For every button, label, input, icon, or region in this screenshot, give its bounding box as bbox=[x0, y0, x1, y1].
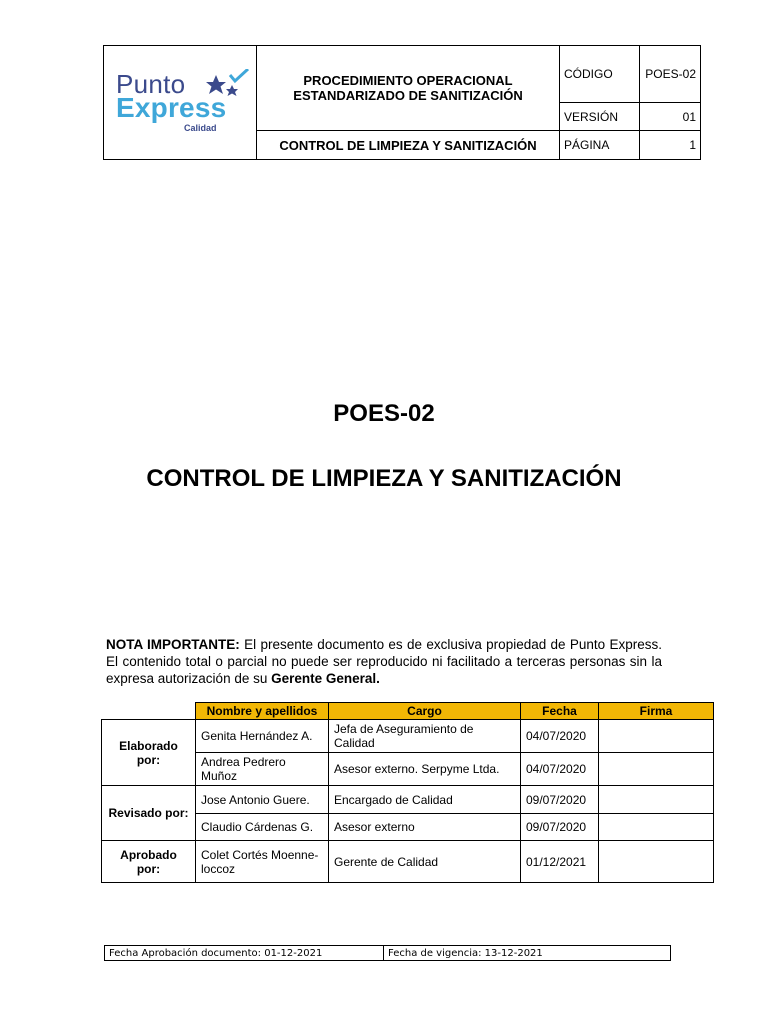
table-row bbox=[102, 720, 714, 753]
code-value: POES-02 bbox=[640, 46, 701, 103]
stars-check-icon bbox=[202, 69, 254, 107]
valid-date: Fecha de vigencia: 13-12-2021 bbox=[384, 946, 671, 961]
cell-date: 04/07/2020 bbox=[521, 753, 599, 786]
cell-position: Jefa de Aseguramiento de Calidad bbox=[329, 720, 521, 753]
cell-position: Encargado de Calidad bbox=[329, 786, 521, 814]
important-note bbox=[106, 636, 662, 687]
note-text: El presente documento es de exclusiva propiedad de Punto Express. El contenido total o parcial no puede ser reproducido ni facilitado a terceras personas sin la expresa autorización de su bbox=[106, 637, 662, 686]
document-code: POES-02 bbox=[333, 400, 435, 427]
page-label: PÁGINA bbox=[560, 131, 640, 160]
procedure-title: PROCEDIMIENTO OPERACIONAL ESTANDARIZADO DE SANITIZACIÓN bbox=[257, 46, 560, 131]
role-elaborado: Elaborado por: bbox=[102, 720, 196, 786]
logo-text-express: Express bbox=[116, 91, 227, 123]
cell-date: 09/07/2020 bbox=[521, 786, 599, 814]
cell-signature bbox=[599, 753, 714, 786]
procedure-subtitle: CONTROL DE LIMPIEZA Y SANITIZACIÓN bbox=[257, 131, 560, 160]
punto-express-logo bbox=[104, 61, 254, 145]
cell-name: Claudio Cárdenas G. bbox=[196, 814, 329, 841]
code-label: CÓDIGO bbox=[560, 46, 640, 103]
table-row bbox=[102, 786, 714, 814]
cell-signature bbox=[599, 841, 714, 883]
note-label: NOTA IMPORTANTE: bbox=[106, 637, 240, 652]
cell-position: Asesor externo bbox=[329, 814, 521, 841]
approval-date: Fecha Aprobación documento: 01-12-2021 bbox=[105, 946, 384, 961]
cell-name: Andrea Pedrero Muñoz bbox=[196, 753, 329, 786]
cell-signature bbox=[599, 786, 714, 814]
column-header-signature: Firma bbox=[599, 703, 714, 720]
cell-name: Genita Hernández A. bbox=[196, 720, 329, 753]
document-header bbox=[103, 45, 701, 160]
cell-date: 04/07/2020 bbox=[521, 720, 599, 753]
logo-text-calidad: Calidad bbox=[184, 122, 217, 133]
logo-text-punto: Punto bbox=[116, 68, 186, 99]
cell-position: Asesor externo. Serpyme Ltda. bbox=[329, 753, 521, 786]
cell-name: Colet Cortés Moenne-loccoz bbox=[196, 841, 329, 883]
note-emphasis: Gerente General. bbox=[271, 671, 380, 686]
document-footer bbox=[104, 945, 671, 961]
document-title: CONTROL DE LIMPIEZA Y SANITIZACIÓN bbox=[146, 465, 622, 492]
cell-signature bbox=[599, 814, 714, 841]
cell-position: Gerente de Calidad bbox=[329, 841, 521, 883]
cell-date: 09/07/2020 bbox=[521, 814, 599, 841]
version-value: 01 bbox=[640, 103, 701, 131]
cell-signature bbox=[599, 720, 714, 753]
header-blank bbox=[102, 703, 196, 720]
column-header-date: Fecha bbox=[521, 703, 599, 720]
table-row bbox=[102, 841, 714, 883]
column-header-name: Nombre y apellidos bbox=[196, 703, 329, 720]
role-revisado: Revisado por: bbox=[102, 786, 196, 841]
cell-name: Jose Antonio Guere. bbox=[196, 786, 329, 814]
role-aprobado: Aprobado por: bbox=[102, 841, 196, 883]
column-header-position: Cargo bbox=[329, 703, 521, 720]
approvals-table bbox=[101, 702, 714, 883]
logo-cell bbox=[104, 46, 257, 160]
page-value: 1 bbox=[640, 131, 701, 160]
cell-date: 01/12/2021 bbox=[521, 841, 599, 883]
version-label: VERSIÓN bbox=[560, 103, 640, 131]
